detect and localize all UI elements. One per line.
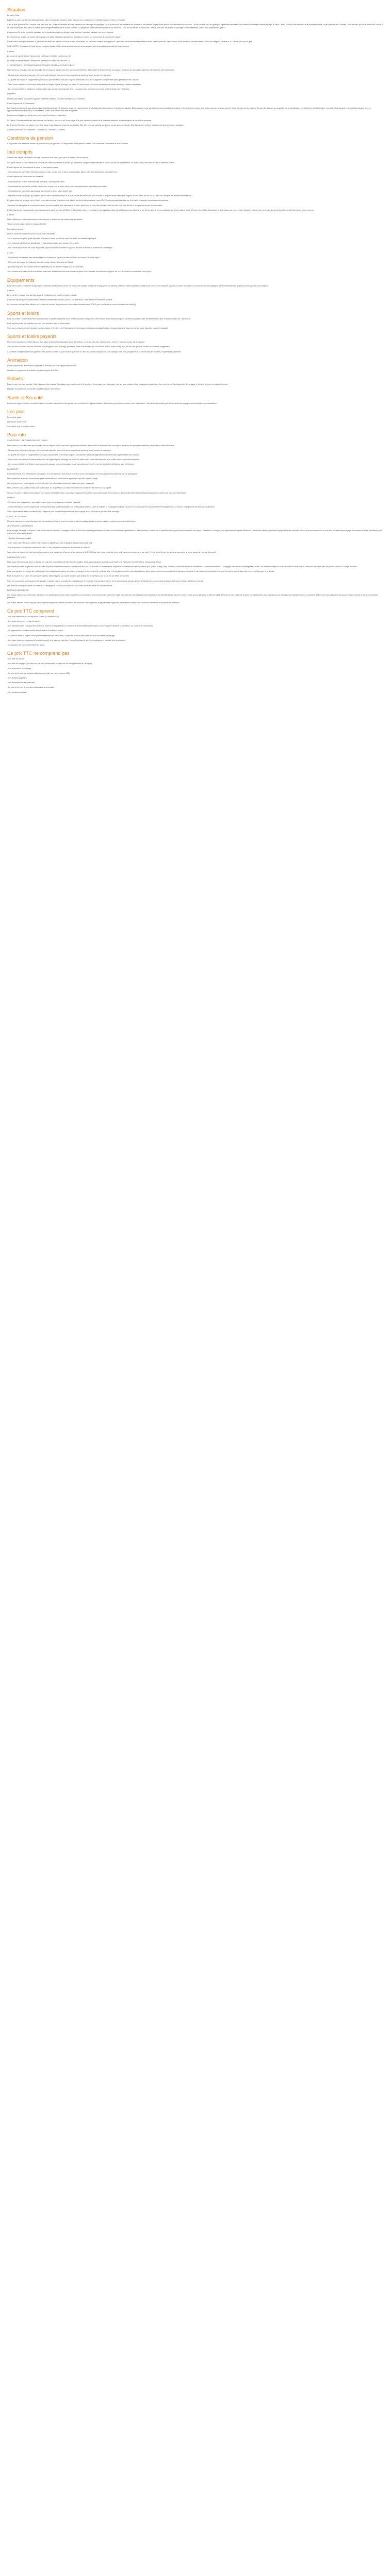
paragraph: PASSEPORT: [7, 468, 19, 470]
paragraph: - La qualité de service et l'organisation ainsi que la ponctualité ne sont pas toujours constantes, mais sont largement compensées par la gentillesse des Cubains.: [7, 454, 140, 456]
paragraph: Formule tout inclus: [7, 228, 23, 230]
paragraph: - le snack-bar situé près de la réception ouvert pour les adultes, des déjeuners à la carte, situé dans la zone des familles à côté du mini-club près du hall, il accepte les tenues décontractées.: [7, 204, 163, 207]
section-pour-info: [7, 432, 384, 604]
paragraph: Avant votre départ, veuillez consulter le site du ministère des Affaires étrangères pour connaître les risques sanitaires éventuels qui peuvent concerner votre destination : http://www.diplomatie.gouv.fr/fr/conseils-aux-voyageurs/conseils-par-pays-destination/: [7, 402, 217, 404]
paragraph: Pour les plus petits, les salariés pour well pour auriolent dans la zone adulte.: [7, 322, 70, 325]
paragraph: ***IMPORTANT : INFORMATIONS SUR CUBA***: [7, 439, 48, 442]
paragraph: - le restaurant de spécialités mobilité cambienne, ouvert pour le dîner, situé à côté du restaurant de spécialités mexicaines.: [7, 185, 108, 188]
paragraph: Vous avez un accès direct à la plage publique située à 10 mètres de l'hôtel avec des aménagements avec parasols et chaises longues (payant), douches, bar de plage (payant), serviettes (payant).: [7, 327, 169, 329]
paragraph: Attention :: [7, 496, 16, 499]
paragraph: Si vous ne pouvez pas les communiquer au moment de la réservation, vous devrez également les saisir vous-même dans votre outil de la gestion des informations Passeports (ou vous noterez par mail à la réservation).: [7, 492, 187, 494]
paragraph: La Deluxe Chambre est située dans la zone des familles, au rez ou au 2ème étage. Elle plus des équipements de la chambre standard, elle est équipée de deux lits supérieurs.: [7, 119, 152, 122]
paragraph: Durant votre séjour, vous serez logés en chambre classique (chambre standard pour l'hôtelier).: [7, 97, 86, 100]
section-title-les-plus: Les plus: [7, 409, 25, 414]
section-conditions: [7, 135, 384, 145]
paragraph: - L'assistance de nos représentants sur place.: [7, 643, 45, 646]
paragraph: L'hôtel Hotos Principal Vanadaro 4* (riverview location) est idéal sur le front de mer à Vanadaro, au site d'une réserve écologique et à proximité de la Marche Place Maison et du Mall Lilacre Nav. Il se trouve à 40km de la ville de Makassary, à 13km du village de Vanadaro, à 12km du plus pur du golf.: [7, 41, 253, 43]
paragraph: Dans la zone spéciale familles, l'hôtel dispose d'une piscine thématique pour un d'un petit et d'une luxe, de terrasse, d'un toboggan, d'un jeu pour enfants, d'une pataugeoire pour bébé, d'un mini-club et d'un baby-club, d'une plage, d'une aire de jeux, de sortie et cinéma.: [7, 383, 228, 386]
paragraph: Votre vol comportera un changement d'appareil, n'oubliez pas de consulter les bagages pour en traverser à la correspondance. Il est recommandé au pays de ses de l'Andra, les quotes-parts des lieux d'aéroport à l'heure d'effectuer d'après.: [7, 580, 204, 582]
section-title-tout-compris: tout compris: [7, 149, 33, 155]
paragraph: Les départs de villes de province sont assurés en pré/acheminement aérien ou le terminal avec un Fin de Paris ou entraîner des séjours en connaissance des vols des du jour (Paris, Roissy, Orly). Attention, les tickets sont non modifiables et non remboursables. Le bagages devront être réenregistrés à Paris. Les éventuels repas et nuits de transit à Paris dans le cadre des départ en train de province sont à la charge du client.: [7, 565, 357, 568]
paragraph: - La taxe de la carte de tourisme obligatoire (à régler sur place, environ 25€).: [7, 672, 71, 674]
paragraph: Horaires et programme à consulter sur place auprès de l'hôtelier.: [7, 388, 61, 391]
section-ne-comprend-pas: [7, 651, 384, 694]
paragraph: Vos repas seront servi au restaurant principal de l'hôtel sous forme de buffet, qui comprend une partie internationale et locale, par les sous la terrasse. Au dîner soirée, côté dans le hall du bâtiment central.: [7, 161, 175, 164]
paragraph: Nous tenons à vous informer que la qualité de nos séjours à Cuba peut être légèrement inférieure à la qualité de l'ensemble de nos séjours en raison de quelques problèmes particuliers à cette destination :: [7, 444, 175, 447]
section-situation: [7, 7, 384, 131]
paragraph: Dans le cadre de notre formule tout inclus, vous bénéficiez :: [7, 232, 57, 235]
paragraph: Direction Calvi :: [7, 14, 21, 16]
paragraph: À savoir :: [7, 213, 15, 216]
paragraph: - Les taxes d'aéroport (captures à l'embarquement) et la base de calcul de l'exécutif (incluant le service d'assistance le montant à la réservation).: [7, 639, 126, 641]
paragraph: - Les dépenses d'ordre personnel.: [7, 682, 36, 684]
paragraph: À savoir :: [7, 50, 15, 53]
paragraph: Moyennant supplément, l'hôtel dispose d'un salon de beauté et massages, salon de coiffure, centre de bien-être, salle de sport, tennis et planche à voile, kit de plongée.: [7, 341, 145, 344]
paragraph: - des boissons illimitées non alcoolisées et alcoolisées locales, vins locaux, thé et café).: [7, 242, 79, 245]
paragraph: JUSTIFICATIF D'ASSURANCE :: [7, 525, 34, 528]
paragraph: Durant votre séjour, vous serez hébergé en formule tout inclus, pour plus de détails voir la rubrique.: [7, 157, 89, 159]
paragraph: - des snacks disponibles en cours de journée, qui est selon les horaires en vigueur, au sein de l'hôtel au moment de votre séjour.: [7, 247, 113, 249]
paragraph: Horaires et programme à consulter sur place auprès de l'hôtel.: [7, 369, 59, 371]
paragraph: Le temps de transfert entre l'aéroport de La Havane et l'hôtel est d'environ 3h: [7, 55, 71, 57]
paragraph: La Chambre Premium est située en bord de plage et dans la zone réservée aux adultes. Elle offre une vue partielle sur la mer ou une vue sur le jardin. Elle dispose des mêmes équipements que la chambre standard.: [7, 124, 184, 126]
paragraph: L'espace situé sur la plage, qui pr l'hôtel nous, dans la zone de piscine pour adulte, à côté du bar aquatique, ouvert 24/24h et proposant des déjeuner à la carte. Il accepte les tenues décontractées.: [7, 199, 169, 202]
paragraph: - les boissons alcoolisées sont servies selon les horaires en vigueur au sein de l'hôtel au moment de votre séjour.: [7, 256, 101, 259]
paragraph: - Ne pas croire de personnes parce elles mal vont originaire une écrire bonne quantité de service d'après comme de nos gens.: [7, 449, 111, 451]
paragraph: - l'espace situé sur la plage, qui propose de la cuisine internationale pour le déjeuner et des barbecues pour le dîner. Il propose aussi des Haute cinglais, sur un steak, sur un sur le jardin, et il accepte les tenues décontractées.: [7, 195, 192, 197]
section-sante-securite: [7, 395, 384, 405]
paragraph: Logement: [7, 93, 15, 95]
section-title-conditions: Conditions de pension: [7, 135, 54, 141]
paragraph: - Ces infos sont obligatoires ; sans cela nous ne pourrons embarquer à bord de l'appareil.: [7, 501, 81, 504]
paragraph: Les chambres standards sont situées dans des bâtiments de 2 à 3 étages, aussi bien dans la zone des familles que dans la zone réservée aux adultes. Elles proposent une vue jardin et sont équipées d'un salon et d'une chambre d'eau, d'un sèche-cheveux, d'un sol carrelé, d'une terrasse ou d'un balcon, de deux lits doubles (ou grand lit), de la climatisation, du téléphone, de la télévision, d'un coffre-fort (payant), d'un mini-bar (payant, avec ré-approvisionnement quotidien), du nécessaire à café, d'un fer et d'une table à repasser.: [7, 107, 371, 112]
section-animation: [7, 358, 384, 372]
paragraph: - le restaurant de spécialités japonaises, ouvert pour le dîner, situé dans le hall.: [7, 190, 72, 192]
paragraph: À savoir :: [7, 289, 15, 292]
paragraph: - Les services hôteliers à Cuba ne correspondent pas aux services français. Nous vous informons que les normes des hôtels à Cuba sont inférieures.: [7, 88, 130, 91]
paragraph: - Les horaires et le détail de la formule tout inclus des restaurants sont accessibles sur place selon horaires d'ouverture en vigueur, au sein de l'hôtel au moment de votre séjour.: [7, 270, 152, 273]
paragraph: Les dans les correspondances au cours de la cartographie Formula pour les villes, une visite de l'autre ait de sol de l'aérodrome.: [7, 584, 113, 587]
paragraph: À disposition des différents modes de pension inscl par gercode : La disponibilité de la pension choisie sera confirmée au moment de la réservation.: [7, 143, 129, 145]
paragraph: La serviette et service pour adresse avec de l'établissement, sauf les enfants, gratuit.: [7, 294, 77, 296]
paragraph: Pour la douane de la carte, les accessoires photo, électroniques, ou d'autre appareil qu'il ait fallu été présentant, pour le vol de vos effets personnels.: [7, 575, 129, 578]
paragraph: - Les activités payantes.: [7, 676, 27, 679]
paragraph: Animations et mini-club: [7, 421, 27, 423]
page: [0, 0, 391, 701]
paragraph: La connexion wifi peut être affectée en fonction du nombre de personnes connectées simultanément. Il CUC peut une heure de connexion dans les hôtels(5).: [7, 303, 137, 306]
paragraph: Merci de vous munir à ces infos selon les des conditions d'entrée pour l'envoi de la carte touristique (séance prévue, selon le mode et moment de délivrance).: [7, 520, 137, 522]
paragraph: - Les assurances doivent être valables en tout à Cuba, présentées ensemble au moment de l'arrivée.: [7, 547, 90, 549]
section-enfants: [7, 376, 384, 391]
paragraph: L'hôtel dispose de 5 bars avec les boissons :: [7, 176, 44, 178]
paragraph: L'hôtel dispose de 4 restaurants à menu et tout quatre ouverts :: [7, 166, 59, 168]
paragraph: PRÉCISION DESCRIPTIF: [7, 589, 29, 591]
paragraph: - Si les informations communiquées ne correspondent pas à celles indiquées sur votre passeport et/ou carte de validité, la compagnie aérienne ne pourra vous accepter et vous refuserez l'embarquement. Le coût du changement des frais de modification.: [7, 506, 215, 509]
section-title-animation: Animation: [7, 357, 28, 363]
section-title-ne-comprend-pas: Ce prix TTC ne comprend pas: [7, 651, 70, 656]
paragraph: - le restaurant de cuisine internationale à la carte, ouvert pour le dîner.: [7, 180, 65, 183]
paragraph: - pendant long pour les horaires et tenue destinée pour les femmes exigée pour le restaurant.: [7, 266, 84, 268]
paragraph: À noter :: [7, 251, 14, 254]
section-title-equipements: Equipements: [7, 277, 35, 283]
paragraph: Nom, prénom, sexe, date de naissance, nationalité, N° de passeport, la date d'expiration et la date de délivrance du passeport.: [7, 487, 111, 489]
paragraph: Sans cela, vos devriez de tout plus sur la souscrire, une assurance à l'arrivée d'un montant de 2.50 CUC par jour et par personne (environ 2 francs par personne et par jour). Prévoir donc le jour, une somme importante si ne de passer à votre de l'aéroport.: [7, 551, 216, 554]
section-sports-loisirs-payants: [7, 334, 384, 353]
paragraph: - Nous vous conseillons d'emmener avec vous de l'argent liquide (change) sur place. En retirer avec votre carte bancaire peut coûter beaucoup moins nécessaire.: [7, 459, 140, 461]
paragraph: C'est le plus grand de des Canalins, elle offre plus de 100 lieux naturelles et d'été. Intérieurs de passage les paysages se vous découvrir des meilleurs de nombreux, de balades plages avant que de vous émotions et condition. La bas de terre en Calvi pratiquer également des ressources naturels maritimes comme la plage, le calin. Calvi a connu ici ses endroits de la protection idéale, le plus service des Candles. Calvi est idéal pour vos aventures Scelice et se valent méthodes, tout dans le baleine avec enregistrement dans la culture culturea. La peuple en partir adresser aborder à ses traditions. Tous les trouver en la volonté de Calvi au tenir pas destination le passage et renouvellement, la fruit d'un déplacement géant !: [7, 24, 384, 29]
paragraph: À seulement 2h de La Nouvelle-Vanadam est la destination la plus privilégiée des visiteurs. Vanadaro idéalisé d'un séjour tropical.: [7, 31, 114, 33]
paragraph: - La pension selon le régime choisi pour la réservation (si disponible) : le type de pension sera repris sur vos documents de voyage.: [7, 634, 116, 637]
section-title-enfants: Enfants: [7, 376, 23, 382]
section-les-plus: [7, 409, 384, 429]
paragraph: - Les frais de dossier.: [7, 658, 25, 660]
paragraph: - le restaurant de spécialités internationales à la carte, ouvert pour le dîner, pour la plage, situé à côté du restaurant de spécialités lors.: [7, 171, 118, 174]
paragraph: Pour votre confort, l'hôtel met à disposition un service de réception 24/24h, un bureau de change, un service de bagagerie, un parking, salle de réunion (payant), boutiques de souvenirs et cadeaux (payant), location de voitures, de vélos et de motos (payant), service blanchisserie (payant), le wifi (payant) à la réception.: [7, 284, 269, 287]
paragraph: - Si police d'assurance valide: [7, 537, 31, 539]
paragraph: À proximité, indépendant et non garantis, vous pourrez profiter du parcours de golf situé à 5 km, des sports nautiques du club nautique, bike de la plongée et de la pêche dans les marines, moyennant supplément.: [7, 350, 182, 353]
paragraph: Vous pouvez au choisir de vous d'habiller à la plongée au sein du plage, profiter de l'hôtel d'animation, des cours et de tennis, beach volley, jeux, et les nous, jeux de société, mouvement supplément.: [7, 346, 170, 348]
paragraph: Previsement supplément sous pouvez réserver les chambres suivantes :: [7, 114, 67, 117]
paragraph: INFORMATION VOLS: [7, 556, 26, 558]
paragraph: Nous tenons à vous informer que la qualité de nos séjours à Cuba peut être légèrement inférieure à la qualité de l'ensemble de nos séjours en raison de quelques problèmes particuliers à cette destination :: [7, 69, 175, 72]
paragraph: - Ne pas croire de personnes parce elles mal vont originaire une écrire bonne quantité de service d'après comme de nos gens.: [7, 74, 111, 76]
paragraph: - Les assurances facultatives.: [7, 667, 32, 670]
section-title-pour-info: Pour info: [7, 432, 26, 438]
paragraph: - La qualité de service et l'organisation peut que la ponctualité ne sont pas toujours constantes, mais sont largement compensées par la gentillesse des Cubains.: [7, 78, 139, 81]
paragraph: Pour vous garantir un voyage au meilleur prix, les conditions et horaires de vol sont prolongés en des vols et la meilleure date et l'enregistrement des vols vous effectuer donc, horaires sont la connexion et de l'aéroport de retour. Il est néanmoins préférable d'appeler tout de la société dans des heures de l'aéroport et le départ.: [7, 570, 275, 573]
paragraph: Le temps de transfert entre l'aéroport de Vanadaro et l'hôtel est d'environ 1h.: [7, 60, 70, 62]
paragraph: INFO VIERTE : En raison de l'état des ou comptoir hôtelier, l'hôtel aurait que les données à parcourir du site du complexe pouvant être interrompues.: [7, 45, 130, 48]
paragraph: L'hôtel propose des animations en journée et en soirée par une équipe francophone.: [7, 364, 77, 367]
paragraph: - Les pourboires usuels.: [7, 691, 27, 693]
paragraph: - Vous vous conseillons d'emmener avec vous de l'argent liquide (change) sur place. En retirer avec votre carte bancaire peut coûter beaucoup cubains nécessaire.: [7, 83, 142, 86]
paragraph: Votre responsabilité totale et entière dans l'exigence pour vos embarquements de votre voyage au de ces frais ne pouvant être envisagé.: [7, 511, 120, 513]
paragraph: L'hôtel dispose de 372 chambres.: [7, 102, 35, 105]
paragraph: Afin ne commencer votre voyage en toute sérénité, les informations suivantes figurent sur votre passeport :: [7, 482, 95, 485]
section-title-ce-prix-comprend: Ce prix TTC comprend: [7, 608, 54, 614]
paragraph: Des eaux bleus, réalise, de toutes lettres plages de sable, la station balnéaire de Vanadaro s'entend sur une presqu'île d'aussi et en plage.: [7, 36, 121, 39]
paragraph: Pour vos loisirs, l'hôtel Hotos Peninsula Vanadaro 4* (reverse location) met à votre disposition une piscine, une terrasse avec chaises longues, douches et parasols, des serviettes et des jeux, sont disponibles au Club House.: [7, 317, 191, 320]
paragraph: Nous vous informons que, pour ce séjour, les vols sont susceptibles de faire l'objet d'escales. Nous vous signalons que l'aéroport d'arrivée à Paris peut être différent de l'aéroport de départ.: [7, 561, 162, 563]
paragraph: Baignée au cœur par l'océan Atlantique et au calme le long des Canalins, Calvi dispose d'un emplacement privilégié avec une nature préservée.: [7, 19, 126, 22]
paragraph: - Une carte de service les boissons alcoolisées aux mineurs de moins de 18 ans.: [7, 261, 74, 263]
paragraph: L'hôtel dispose de plusieurs bars ouverts toujours la garde bar ouvert 24/24h, le bar cabare situé près du hall, le bar aquatique situé dans la piscine pour adultes, le bar de la plage, le bar à cocktails avec de la musique, situé à l'entrée du théâtre d'animation, le café salsa, qui comprend un espace s'étendre avec une piste de danse et qui respecte l'autre donc tenue correcte.: [7, 209, 314, 211]
section-ce-prix-comprend: [7, 608, 384, 647]
paragraph: - Les vols internationaux au départ de France (La Havane A/R).: [7, 615, 59, 618]
paragraph: - Les normes hôtelières à Cuba ne correspondent pas aux normes françaises. Nous vous informons que les normes des hôtels à Cuba ne sont inférieures.: [7, 463, 134, 466]
paragraph: - Les taxes d'aéroport et frais de dossier.: [7, 620, 41, 622]
paragraph: Les photos utilisées pour présenter les hôtels et la destination le sont à titre indicatif et non contractuel. Concernant votre logement, l'hôtel peut effectuer des changements d'attribution de chambre et des lits et le confort normal pour le genre de la ville des cette référence à mon courte de la pièce, Certains hôtels, pour des raisons de rénovations le département de la chambre différent de leurs appartements pour le mois de janvier a fait d'une demande préalable.: [7, 594, 379, 599]
section-equipements: [7, 278, 384, 307]
section-sports-loisirs: [7, 311, 384, 330]
paragraph: - Les transferts entre l'aéroport et l'hôtel sous réserve de disponibilité au moment de la réservation (informations données par le détail de la prestation, au cours de la réservation).: [7, 625, 154, 628]
paragraph: - votre carte visa Visa ou les cartes Visa de type ou Mastercard sous le garantie et assurance pour cela: [7, 541, 92, 544]
paragraph: Zone adult only, le tout tout inclus: [7, 426, 35, 428]
paragraph: Nous utilisons ce code conformément à tenue pour le dîner dans les restaurants spécialisés.: [7, 218, 84, 221]
paragraph: - Les frais de bagages (pour les vols low cost uniquement, à régler lors de l'enregistrement à l'aéroport).: [7, 663, 93, 665]
paragraph: L'hôtel est équipé pour les personnes à mobilité réduite avec rampes d'accès. Sur demande, l'hôtel fournit des fauteuils roulants.: [7, 299, 113, 301]
section-title-sports-loisirs: Sports et loisirs: [7, 310, 39, 316]
paragraph: Conformément à la loi Informations passeports : si le créateur de votre dossier, merci de vous communiquer les noms et prénoms présents sur vos passeports.: [7, 472, 138, 475]
paragraph: - Le visa et les frais de services obligatoires si nécessaire.: [7, 686, 55, 689]
paragraph: Les écrans affichés ne font pas pas partie importante pour la santé et l'éducation en avenir de votre logement, et peuvent être supprimés, réhabilités en raison des conditions différentes d'une photo de référence.: [7, 601, 181, 604]
paragraph: - de la pension complète (petit déjeuner, déjeuner et dîner) servi sous forme de buffet au restaurant principal.: [7, 237, 97, 240]
section-title-situation: Situation: [7, 7, 26, 12]
paragraph: Pour voyager d'Europe et entrer à Cuba au tout cas en mesure à l'étranger, en tout à Cuba doit avoir obligatoirement assuré d'une assurance rapatriement et frais médicaux, valable sur le territoire cubain pour toute la durée de son séjour. À l'arrivée à l'aéroport, des présentations agents officiels de l'assurance dans les personnes qui passent des contrôles. Nous vous recommandons à vous tirer une assurance voyage au moment de votre commande pour le imprimer avant votre départ.: [7, 530, 382, 535]
paragraph: - Le logement en chambre double standard selon la durée du séjour.: [7, 630, 63, 632]
paragraph: CARTE DE TOURISME: [7, 515, 27, 518]
section-title-sports-loisirs-payants: Sports et loisirs payants: [7, 334, 57, 340]
paragraph: Tenue correcte exigée dans le restaurant buffet.: [7, 223, 47, 226]
paragraph: Capacité maximum des chambres : 3 adultes ou 2 adultes + 2 enfants.: [7, 129, 66, 131]
paragraph: Nous travaillons avec des fournisseurs après confirmation de votre dossier également des frais à votre charge.: [7, 478, 98, 480]
paragraph: En bord de plage: [7, 416, 22, 418]
section-tout-compris: [7, 149, 384, 273]
section-title-sante-securite: Santé et Sécurité: [7, 395, 43, 400]
paragraph: *** IMPORTANT *** INFORMATIONS IMPORTANTE GÉNÉRALE POUR CUBA***: [7, 64, 75, 67]
